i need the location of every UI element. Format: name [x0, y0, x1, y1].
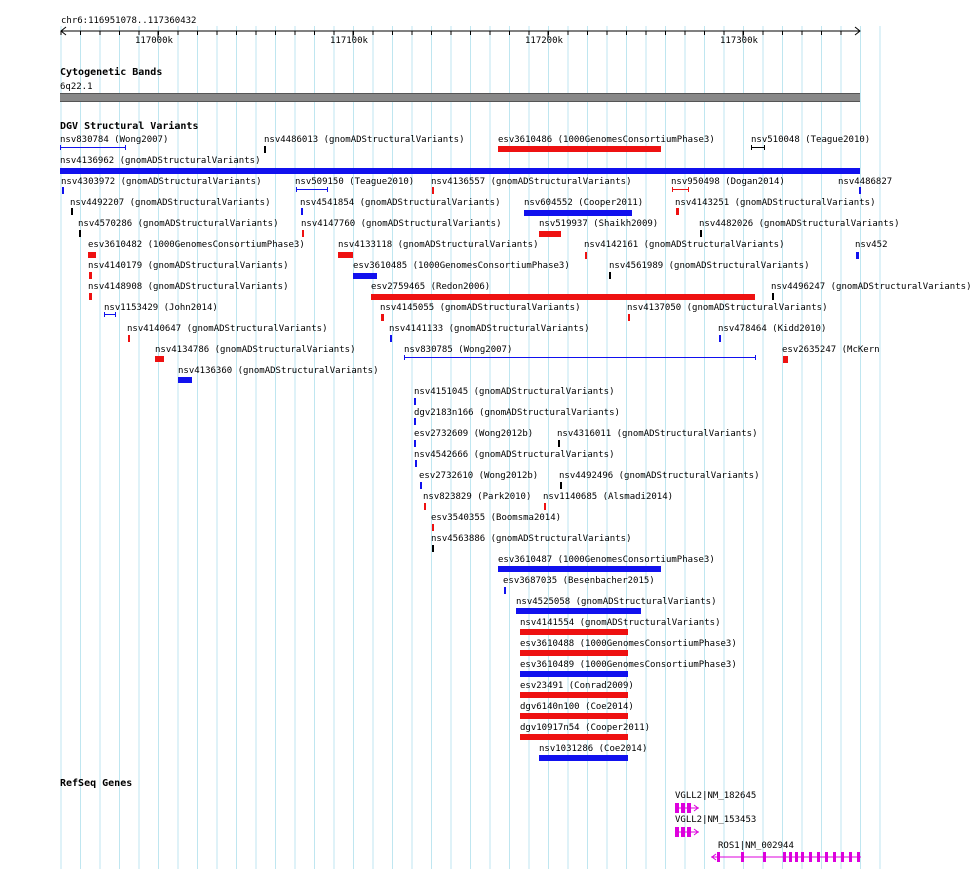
- cytoband-track-title: Cytogenetic Bands: [60, 67, 163, 78]
- variant-label[interactable]: nsv604552 (Cooper2011): [524, 198, 644, 208]
- variant-label[interactable]: nsv1140685 (Alsmadi2014): [543, 492, 674, 502]
- cytoband-label: 6q22.1: [60, 82, 93, 92]
- variant-label[interactable]: dgv6140n100 (Coe2014): [520, 702, 634, 712]
- variant-label[interactable]: nsv4147760 (gnomADStructuralVariants): [301, 219, 502, 229]
- variant-tick[interactable]: [89, 272, 92, 279]
- variant-tick[interactable]: [62, 187, 64, 194]
- variant-bar[interactable]: [520, 671, 628, 677]
- variant-label[interactable]: nsv4486827: [838, 177, 893, 187]
- variant-label[interactable]: esv3610489 (1000GenomesConsortiumPhase3): [520, 660, 737, 670]
- variant-label[interactable]: nsv4136557 (gnomADStructuralVariants): [431, 177, 632, 187]
- variant-label[interactable]: nsv519937 (Shaikh2009): [539, 219, 659, 229]
- ruler-tick-label-3: 117300k: [720, 36, 758, 46]
- variant-tick[interactable]: [628, 314, 630, 321]
- dgv-track-title: DGV Structural Variants: [60, 121, 199, 132]
- variant-bar[interactable]: [520, 713, 628, 719]
- variant-label[interactable]: nsv4496247 (gnomADStructuralVariants): [771, 282, 971, 292]
- variant-span[interactable]: [104, 312, 116, 317]
- variant-label[interactable]: nsv4563886 (gnomADStructuralVariants): [431, 534, 632, 544]
- variant-label[interactable]: esv3610488 (1000GenomesConsortiumPhase3): [520, 639, 737, 649]
- variant-label[interactable]: nsv4482026 (gnomADStructuralVariants): [699, 219, 900, 229]
- variant-span[interactable]: [404, 355, 756, 360]
- variant-label[interactable]: esv3610486 (1000GenomesConsortiumPhase3): [498, 135, 715, 145]
- variant-label[interactable]: nsv4486013 (gnomADStructuralVariants): [264, 135, 465, 145]
- variant-label[interactable]: nsv950498 (Dogan2014): [671, 177, 785, 187]
- variant-label[interactable]: nsv4142161 (gnomADStructuralVariants): [584, 240, 785, 250]
- variant-bar[interactable]: [539, 755, 628, 761]
- variant-span-line: [61, 147, 125, 148]
- ruler-tick-label-1: 117100k: [330, 36, 368, 46]
- variant-label[interactable]: nsv4561989 (gnomADStructuralVariants): [609, 261, 810, 271]
- variant-bar[interactable]: [178, 377, 192, 383]
- variant-label[interactable]: nsv4136360 (gnomADStructuralVariants): [178, 366, 379, 376]
- variant-label[interactable]: nsv478464 (Kidd2010): [718, 324, 827, 334]
- variant-label[interactable]: esv3687035 (Besenbacher2015): [503, 576, 655, 586]
- variant-tick[interactable]: [414, 440, 416, 447]
- variant-label[interactable]: nsv4303972 (gnomADStructuralVariants): [61, 177, 262, 187]
- variant-label[interactable]: nsv830784 (Wong2007): [60, 135, 169, 145]
- variant-span-line: [105, 314, 115, 315]
- variant-label[interactable]: nsv4148908 (gnomADStructuralVariants): [88, 282, 289, 292]
- variant-tick[interactable]: [700, 230, 702, 237]
- variant-tick[interactable]: [856, 252, 859, 259]
- variant-label[interactable]: nsv4133118 (gnomADStructuralVariants): [338, 240, 539, 250]
- variant-tick[interactable]: [420, 482, 422, 489]
- variant-tick[interactable]: [432, 524, 434, 531]
- gene-label[interactable]: VGLL2|NM_153453: [675, 815, 757, 825]
- variant-bar[interactable]: [338, 252, 353, 258]
- variant-label[interactable]: dgv2183n166 (gnomADStructuralVariants): [414, 408, 620, 418]
- variant-bar[interactable]: [520, 692, 628, 698]
- variant-tick[interactable]: [859, 187, 861, 194]
- variant-label[interactable]: nsv509150 (Teague2010): [295, 177, 415, 187]
- variant-tick[interactable]: [432, 187, 434, 194]
- variant-label[interactable]: esv2635247 (McKern: [782, 345, 880, 355]
- variant-label[interactable]: nsv823829 (Park2010): [423, 492, 532, 502]
- variant-tick[interactable]: [432, 545, 434, 552]
- variant-label[interactable]: nsv4137050 (gnomADStructuralVariants): [627, 303, 828, 313]
- variant-label[interactable]: esv2759465 (Redon2006): [371, 282, 491, 292]
- variant-span-line: [752, 147, 764, 148]
- variant-tick[interactable]: [772, 293, 774, 300]
- variant-tick[interactable]: [719, 335, 721, 342]
- ruler-range-label: chr6:116951078..117360432: [61, 16, 197, 26]
- variant-tick[interactable]: [415, 460, 417, 467]
- variant-span[interactable]: [60, 145, 126, 150]
- variant-bar[interactable]: [520, 650, 628, 656]
- variant-label[interactable]: esv3540355 (Boomsma2014): [431, 513, 562, 523]
- variant-label[interactable]: esv3610482 (1000GenomesConsortiumPhase3): [88, 240, 305, 250]
- variant-bar[interactable]: [520, 629, 628, 635]
- variant-label[interactable]: nsv4316011 (gnomADStructuralVariants): [557, 429, 758, 439]
- variant-bar[interactable]: [524, 210, 632, 216]
- variant-bar[interactable]: [60, 168, 860, 174]
- ruler-axis: [0, 26, 890, 66]
- variant-label[interactable]: esv2732609 (Wong2012b): [414, 429, 534, 439]
- variant-tick[interactable]: [558, 440, 560, 447]
- variant-label[interactable]: nsv4134786 (gnomADStructuralVariants): [155, 345, 356, 355]
- variant-label[interactable]: esv23491 (Conrad2009): [520, 681, 634, 691]
- variant-bar[interactable]: [498, 566, 661, 572]
- variant-tick[interactable]: [414, 418, 416, 425]
- variant-label[interactable]: esv3610487 (1000GenomesConsortiumPhase3): [498, 555, 715, 565]
- gene-label[interactable]: VGLL2|NM_182645: [675, 791, 757, 801]
- variant-tick[interactable]: [381, 314, 384, 321]
- variant-label[interactable]: nsv510048 (Teague2010): [751, 135, 871, 145]
- ruler-tick-label-0: 117000k: [135, 36, 173, 46]
- variant-label[interactable]: nsv1031286 (Coe2014): [539, 744, 648, 754]
- variant-tick[interactable]: [302, 230, 304, 237]
- variant-tick[interactable]: [544, 503, 546, 510]
- variant-tick[interactable]: [71, 208, 73, 215]
- variant-label[interactable]: nsv4143251 (gnomADStructuralVariants): [675, 198, 876, 208]
- variant-label[interactable]: nsv4542666 (gnomADStructuralVariants): [414, 450, 615, 460]
- variant-span-line: [297, 189, 327, 190]
- variant-label[interactable]: nsv4541854 (gnomADStructuralVariants): [300, 198, 501, 208]
- variant-span[interactable]: [296, 187, 328, 192]
- variant-tick[interactable]: [560, 482, 562, 489]
- cytoband-bar[interactable]: [60, 93, 860, 102]
- variant-label[interactable]: nsv4151045 (gnomADStructuralVariants): [414, 387, 615, 397]
- gene-model[interactable]: [711, 852, 861, 862]
- variant-bar[interactable]: [516, 608, 641, 614]
- variant-span-line: [673, 189, 688, 190]
- variant-bar[interactable]: [371, 294, 755, 300]
- variant-label[interactable]: nsv4570286 (gnomADStructuralVariants): [78, 219, 279, 229]
- variant-label[interactable]: dgv10917n54 (Cooper2011): [520, 723, 651, 733]
- variant-bar[interactable]: [498, 146, 661, 152]
- variant-tick[interactable]: [783, 356, 788, 363]
- variant-bar[interactable]: [539, 231, 561, 237]
- variant-tick[interactable]: [89, 293, 92, 300]
- variant-label[interactable]: nsv4136962 (gnomADStructuralVariants): [60, 156, 261, 166]
- variant-tick[interactable]: [264, 146, 266, 153]
- variant-label[interactable]: nsv4492207 (gnomADStructuralVariants): [70, 198, 271, 208]
- variant-span[interactable]: [751, 145, 765, 150]
- variant-label[interactable]: esv3610485 (1000GenomesConsortiumPhase3): [353, 261, 570, 271]
- variant-tick[interactable]: [424, 503, 426, 510]
- variant-tick[interactable]: [301, 208, 303, 215]
- variant-tick[interactable]: [79, 230, 81, 237]
- variant-tick[interactable]: [504, 587, 506, 594]
- variant-label[interactable]: nsv1153429 (John2014): [104, 303, 218, 313]
- ruler-tick-label-2: 117200k: [525, 36, 563, 46]
- variant-tick[interactable]: [390, 335, 392, 342]
- gene-model[interactable]: [675, 827, 699, 837]
- variant-label[interactable]: nsv4492496 (gnomADStructuralVariants): [559, 471, 760, 481]
- variant-tick[interactable]: [585, 252, 587, 259]
- variant-label[interactable]: nsv830785 (Wong2007): [404, 345, 513, 355]
- gene-label[interactable]: ROS1|NM_002944: [718, 841, 794, 851]
- variant-label[interactable]: nsv4525058 (gnomADStructuralVariants): [516, 597, 717, 607]
- variant-label[interactable]: esv2732610 (Wong2012b): [419, 471, 539, 481]
- variant-label[interactable]: nsv4141554 (gnomADStructuralVariants): [520, 618, 721, 628]
- variant-tick[interactable]: [609, 272, 611, 279]
- variant-tick[interactable]: [676, 208, 679, 215]
- variant-label[interactable]: nsv452: [855, 240, 888, 250]
- variant-span-line: [405, 357, 755, 358]
- variant-bar[interactable]: [353, 273, 377, 279]
- variant-label[interactable]: nsv4140179 (gnomADStructuralVariants): [88, 261, 289, 271]
- variant-tick[interactable]: [128, 335, 130, 342]
- variant-label[interactable]: nsv4140647 (gnomADStructuralVariants): [127, 324, 328, 334]
- variant-bar[interactable]: [88, 252, 96, 258]
- variant-tick[interactable]: [414, 398, 416, 405]
- variant-bar[interactable]: [520, 734, 628, 740]
- gene-model[interactable]: [675, 803, 699, 813]
- variant-label[interactable]: nsv4145055 (gnomADStructuralVariants): [380, 303, 581, 313]
- refseq-track-title: RefSeq Genes: [60, 778, 133, 789]
- variant-bar[interactable]: [155, 356, 164, 362]
- variant-span[interactable]: [672, 187, 689, 192]
- variant-label[interactable]: nsv4141133 (gnomADStructuralVariants): [389, 324, 590, 334]
